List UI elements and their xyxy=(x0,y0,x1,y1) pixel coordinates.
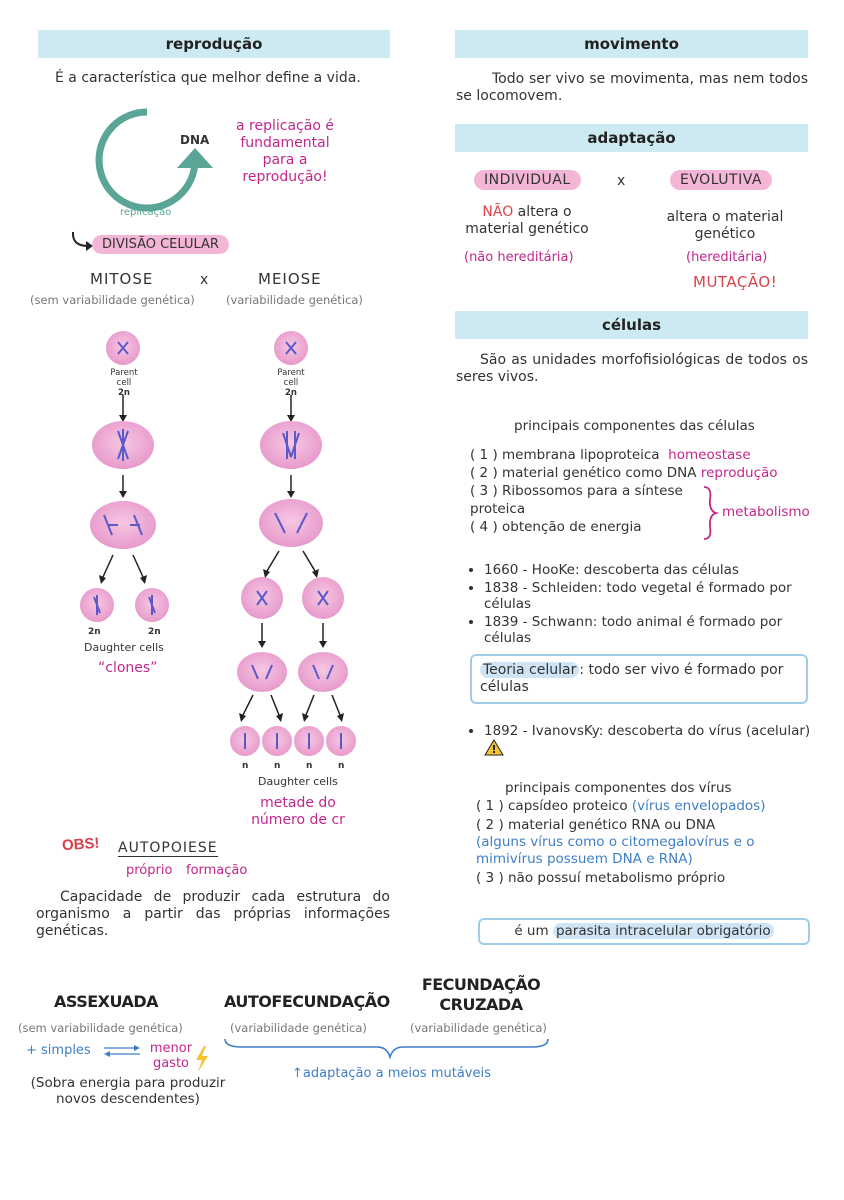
meiosis-n-4: n xyxy=(338,761,345,771)
adaptacao-meios: ↑adaptação a meios mutáveis xyxy=(292,1066,491,1081)
replicacao-label: replicação xyxy=(120,207,172,218)
curved-arrow-icon xyxy=(68,230,94,252)
warning-icon xyxy=(484,739,504,756)
autofecundacao-title: AUTOFECUNDAÇÃO xyxy=(224,992,390,1011)
formacao-label: formação xyxy=(186,863,248,878)
autofecundacao-sub: (variabilidade genética) xyxy=(230,1021,367,1035)
componentes-virus-list: ( 1 ) capsídeo proteico (vírus envelopados) ( 2 ) material genético RNA ou DNA (alguns vírus como o citomegalovírus e o mimivírus possuem DNA e RNA) ( 3 ) não possuí metabolismo próprio xyxy=(476,798,766,886)
movimento-header: movimento xyxy=(455,30,808,58)
historico-list: • 1660 - HooKe: descoberta das células • 1838 - Schleiden: todo vegetal é formado por células • 1839 - Schwann: todo animal é formado por células xyxy=(466,562,812,648)
meiosis-n-3: n xyxy=(306,761,313,771)
mitose-meiose-x: x xyxy=(200,272,209,288)
dna-replication-cycle-icon xyxy=(85,100,215,220)
evolutiva-desc: altera o material genético xyxy=(666,209,784,242)
componentes-virus-title: principais componentes dos vírus xyxy=(505,780,732,796)
assexuada-sub: (sem variabilidade genética) xyxy=(18,1021,183,1035)
obs-label: OBS! xyxy=(61,834,101,855)
assexuada-title: ASSEXUADA xyxy=(54,992,159,1011)
teoria-celular-box: Teoria celular : todo ser vivo é formado por células xyxy=(470,654,808,704)
movimento-text: Todo ser vivo se movimenta, mas nem todos se locomovem. xyxy=(456,71,808,104)
lightning-icon xyxy=(194,1046,210,1072)
hereditaria: (hereditária) xyxy=(686,250,768,265)
reproducao-header: reprodução xyxy=(38,30,390,58)
divisao-celular-pill: DIVISÃO CELULAR xyxy=(92,235,229,254)
meiosis-parent-label: Parent cell 2n xyxy=(277,368,305,398)
mitose-subtitle: (sem variabilidade genética) xyxy=(30,293,195,307)
individual-pill: INDIVIDUAL xyxy=(474,170,581,190)
adaptacao-x: x xyxy=(617,173,626,189)
menor-gasto: menor gasto xyxy=(149,1041,193,1071)
proprio-label: próprio xyxy=(126,863,173,878)
meiosis-n-2: n xyxy=(274,761,281,771)
equilibrium-arrows-icon xyxy=(102,1044,142,1058)
replication-note: a replicação é fundamental para a reprodução! xyxy=(236,118,334,185)
meiosis-n-1: n xyxy=(242,761,249,771)
celulas-intro: São as unidades morfofisiológicas de todos os seres vivos. xyxy=(456,352,808,385)
fecundacao-cruzada-title: FECUNDAÇÃO CRUZADA xyxy=(421,975,541,1014)
adaptacao-header: adaptação xyxy=(455,124,808,152)
mais-simples: + simples xyxy=(26,1043,91,1058)
mitose-title: MITOSE xyxy=(90,270,154,288)
individual-desc: NÃO altera o material genético xyxy=(465,204,589,237)
mitosis-parent-label: Parent cell 2n xyxy=(110,368,138,398)
mitosis-2n-right: 2n xyxy=(148,627,161,637)
celulas-header: células xyxy=(455,311,808,339)
curly-brace-icon xyxy=(222,1035,552,1061)
autopoiese-title: AUTOPOIESE xyxy=(118,840,218,856)
mitosis-2n-left: 2n xyxy=(88,627,101,637)
fecundacao-sub: (variabilidade genética) xyxy=(410,1021,547,1035)
autopoiese-description: Capacidade de produzir cada estrutura do organismo a partir das próprias informações genéticas. xyxy=(36,889,390,939)
meiose-subtitle: (variabilidade genética) xyxy=(226,293,363,307)
ivanovsky-item: • 1892 - IvanovsKy: descoberta do vírus (acelular) xyxy=(466,723,812,759)
mutacao: MUTAÇÃO! xyxy=(693,273,778,291)
meiosis-daughter-label: Daughter cells xyxy=(258,775,338,788)
up-arrow-icon: ↑ xyxy=(292,1066,303,1081)
componentes-celulas-title: principais componentes das células xyxy=(514,418,755,434)
nao-hereditaria: (não hereditária) xyxy=(464,250,574,265)
meiose-title: MEIOSE xyxy=(258,270,322,288)
mitosis-daughter-label: Daughter cells xyxy=(84,641,164,654)
evolutiva-pill: EVOLUTIVA xyxy=(670,170,772,190)
metabolismo-tag: metabolismo xyxy=(722,504,810,520)
brace-icon xyxy=(700,485,720,541)
dna-label: DNA xyxy=(180,133,210,147)
parasita-box: é um parasita intracelular obrigatório xyxy=(478,918,810,945)
sobra-energia: (Sobra energia para produzir novos descendentes) xyxy=(30,1075,226,1107)
componentes-celulas-list: ( 1 ) membrana lipoproteica homeostase ( 2 ) material genético como DNA reprodução ( 3 ) Ribossomos para a síntese proteica ( 4 ) obtenção de energia xyxy=(470,447,778,535)
reproducao-intro: É a característica que melhor define a vida. xyxy=(55,70,361,86)
clones-label: “clones” xyxy=(98,660,158,676)
metade-label: metade do número de cr xyxy=(251,795,345,828)
